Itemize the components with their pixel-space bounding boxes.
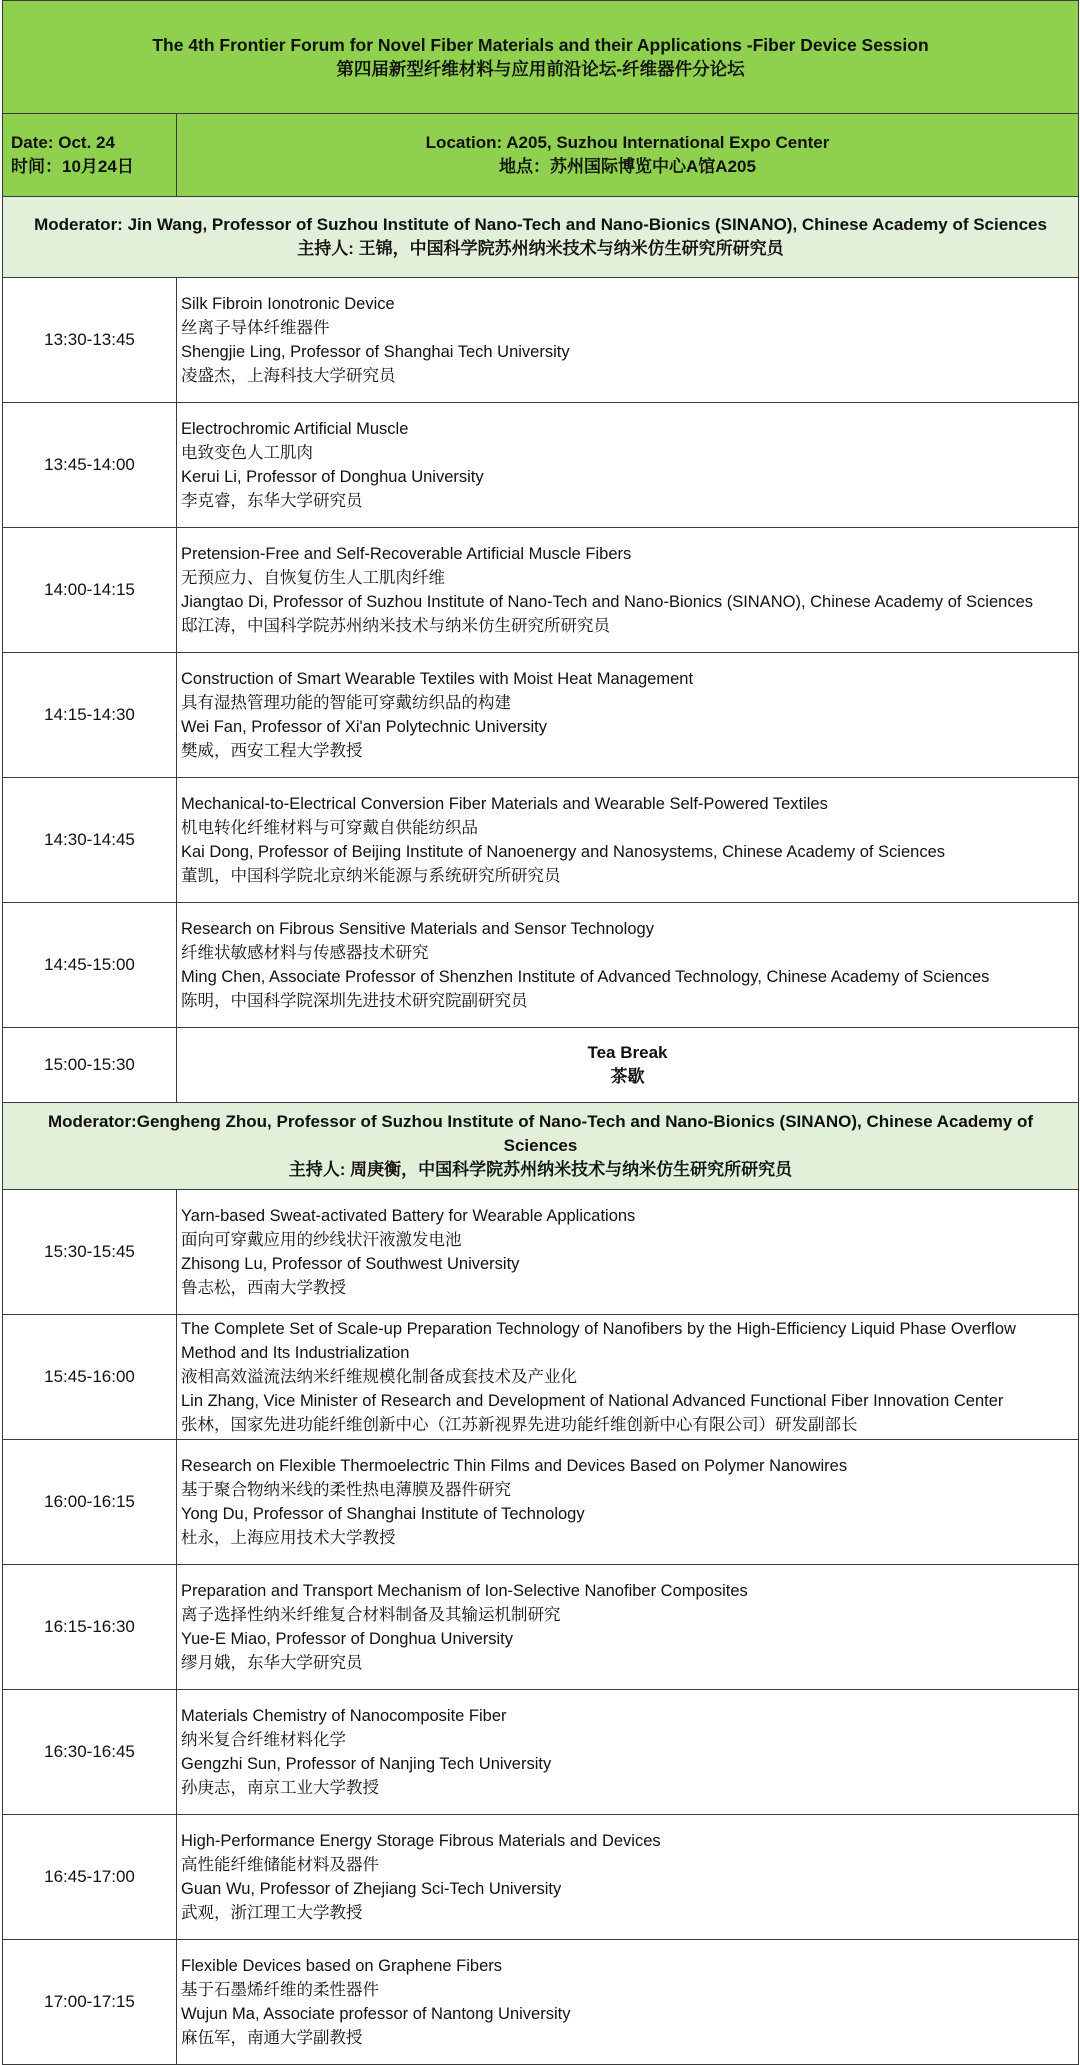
speaker-zh: 李克睿，东华大学研究员	[181, 492, 363, 510]
talk-row	[3, 403, 1079, 528]
speaker-en: Ming Chen, Associate Professor of Shenzhen Institute of Advanced Technology, Chinese Academy of Sciences	[181, 968, 990, 986]
speaker-zh: 杜永，上海应用技术大学教授	[181, 1529, 396, 1547]
talk-details	[177, 1815, 1079, 1940]
talk-time: 16:30-16:45	[3, 1690, 177, 1815]
title-en: The 4th Frontier Forum for Novel Fiber Materials and their Applications -Fiber Device Session	[152, 35, 929, 55]
talk-title-en: Silk Fibroin Ionotronic Device	[181, 295, 395, 313]
speaker-en: Wujun Ma, Associate professor of Nantong University	[181, 2005, 571, 2023]
talk-row	[3, 528, 1079, 653]
moderator-row	[3, 197, 1079, 278]
speaker-en: Jiangtao Di, Professor of Suzhou Institute of Nano-Tech and Nano-Bionics (SINANO), Chinese Academy of Sciences	[181, 593, 1034, 611]
talk-title-en: Mechanical-to-Electrical Conversion Fiber Materials and Wearable Self-Powered Textiles	[181, 795, 828, 813]
location-en: Location: A205, Suzhou International Expo Center	[425, 133, 830, 152]
talk-title-en: High-Performance Energy Storage Fibrous Materials and Devices	[181, 1832, 661, 1850]
speaker-zh: 张林，国家先进功能纤维创新中心（江苏新视界先进功能纤维创新中心有限公司）研发副部长	[181, 1416, 858, 1434]
tea-break-zh: 茶歇	[610, 1067, 645, 1086]
talk-details	[177, 1565, 1079, 1690]
talk-title-zh: 离子选择性纳米纤维复合材料制备及其输运机制研究	[181, 1606, 561, 1624]
talk-title-zh: 具有湿热管理功能的智能可穿戴纺织品的构建	[181, 694, 511, 712]
talk-title-zh: 电致变色人工肌肉	[181, 444, 313, 462]
speaker-zh: 麻伍军，南通大学副教授	[181, 2029, 363, 2047]
speaker-en: Yue-E Miao, Professor of Donghua University	[181, 1630, 513, 1648]
speaker-en: Guan Wu, Professor of Zhejiang Sci-Tech University	[181, 1880, 562, 1898]
date-en: Date: Oct. 24	[11, 133, 115, 152]
agenda-table	[2, 0, 1079, 2065]
moderator-2-en: Moderator:Gengheng Zhou, Professor of Suzhou Institute of Nano-Tech and Nano-Bionics (SINANO), Chinese Academy of Sciences	[47, 1112, 1034, 1155]
title-row	[3, 1, 1079, 114]
talk-details	[177, 903, 1079, 1028]
title-zh: 第四届新型纤维材料与应用前沿论坛-纤维器件分论坛	[336, 59, 745, 79]
talk-time: 14:00-14:15	[3, 528, 177, 653]
moderator-2-zh: 主持人: 周庚衡，中国科学院苏州纳米技术与纳米仿生研究所研究员	[288, 1160, 793, 1179]
speaker-en: Wei Fan, Professor of Xi'an Polytechnic University	[181, 718, 547, 736]
talk-details	[177, 278, 1079, 403]
talk-row	[3, 1940, 1079, 2065]
talk-details	[177, 1190, 1079, 1315]
talk-title-en: The Complete Set of Scale-up Preparation Technology of Nanofibers by the High-Efficiency Liquid Phase Overflow Method and Its Industrialization	[181, 1320, 1016, 1362]
talk-details	[177, 778, 1079, 903]
tea-break-en: Tea Break	[587, 1043, 668, 1062]
talk-row	[3, 1815, 1079, 1940]
speaker-en: Kai Dong, Professor of Beijing Institute of Nanoenergy and Nanosystems, Chinese Academy of Sciences	[181, 843, 945, 861]
speaker-en: Kerui Li, Professor of Donghua University	[181, 468, 484, 486]
talk-row	[3, 278, 1079, 403]
talk-title-en: Materials Chemistry of Nanocomposite Fiber	[181, 1707, 507, 1725]
talk-title-zh: 机电转化纤维材料与可穿戴自供能纺织品	[181, 819, 478, 837]
talk-title-en: Research on Fibrous Sensitive Materials and Sensor Technology	[181, 920, 654, 938]
talk-title-zh: 基于聚合物纳米线的柔性热电薄膜及器件研究	[181, 1481, 511, 1499]
talk-row	[3, 1315, 1079, 1440]
speaker-en: Lin Zhang, Vice Minister of Research and Development of National Advanced Functional Fiber Innovation Center	[181, 1392, 1004, 1410]
forum-title	[3, 1, 1079, 114]
talk-title-zh: 高性能纤维储能材料及器件	[181, 1856, 379, 1874]
location-cell	[177, 114, 1079, 197]
talk-time: 14:30-14:45	[3, 778, 177, 903]
moderator-2	[3, 1103, 1079, 1190]
tea-break-cell	[177, 1028, 1079, 1103]
talk-time: 15:30-15:45	[3, 1190, 177, 1315]
talk-details	[177, 403, 1079, 528]
date-zh: 时间：10月24日	[11, 157, 134, 176]
speaker-zh: 董凯，中国科学院北京纳米能源与系统研究所研究员	[181, 867, 561, 885]
location-zh: 地点：苏州国际博览中心A馆A205	[499, 157, 756, 176]
talk-title-zh: 基于石墨烯纤维的柔性器件	[181, 1981, 379, 1999]
talk-row	[3, 1440, 1079, 1565]
speaker-zh: 缪月娥，东华大学研究员	[181, 1654, 363, 1672]
talk-title-en: Research on Flexible Thermoelectric Thin Films and Devices Based on Polymer Nanowires	[181, 1457, 848, 1475]
speaker-zh: 鲁志松，西南大学教授	[181, 1279, 346, 1297]
session-2	[3, 1190, 1079, 2065]
moderator-1-en: Moderator: Jin Wang, Professor of Suzhou Institute of Nano-Tech and Nano-Bionics (SINANO), Chinese Academy of Sciences	[34, 215, 1047, 234]
talk-row	[3, 1190, 1079, 1315]
talk-time: 14:15-14:30	[3, 653, 177, 778]
talk-time: 16:15-16:30	[3, 1565, 177, 1690]
talk-row	[3, 778, 1079, 903]
speaker-zh: 樊威，西安工程大学教授	[181, 742, 363, 760]
talk-details	[177, 1315, 1079, 1440]
talk-title-en: Electrochromic Artificial Muscle	[181, 420, 409, 438]
tea-break-row	[3, 1028, 1079, 1103]
session-1	[3, 278, 1079, 1028]
tea-break-time: 15:00-15:30	[3, 1028, 177, 1103]
talk-row	[3, 1565, 1079, 1690]
talk-time: 16:45-17:00	[3, 1815, 177, 1940]
talk-title-zh: 无预应力、自恢复仿生人工肌肉纤维	[181, 569, 445, 587]
talk-time: 13:45-14:00	[3, 403, 177, 528]
talk-title-en: Pretension-Free and Self-Recoverable Artificial Muscle Fibers	[181, 545, 632, 563]
speaker-en: Yong Du, Professor of Shanghai Institute of Technology	[181, 1505, 585, 1523]
talk-details	[177, 1440, 1079, 1565]
talk-time: 14:45-15:00	[3, 903, 177, 1028]
talk-title-zh: 面向可穿戴应用的纱线状汗液激发电池	[181, 1231, 462, 1249]
talk-title-en: Flexible Devices based on Graphene Fibers	[181, 1957, 503, 1975]
talk-details	[177, 1690, 1079, 1815]
talk-details	[177, 653, 1079, 778]
talk-row	[3, 1690, 1079, 1815]
speaker-en: Zhisong Lu, Professor of Southwest University	[181, 1255, 520, 1273]
talk-title-zh: 丝离子导体纤维器件	[181, 319, 330, 337]
speaker-zh: 凌盛杰，上海科技大学研究员	[181, 367, 396, 385]
talk-title-zh: 纤维状敏感材料与传感器技术研究	[181, 944, 429, 962]
talk-title-en: Preparation and Transport Mechanism of Ion-Selective Nanofiber Composites	[181, 1582, 748, 1600]
talk-title-zh: 液相高效溢流法纳米纤维规模化制备成套技术及产业化	[181, 1368, 577, 1386]
talk-title-en: Yarn-based Sweat-activated Battery for Wearable Applications	[181, 1207, 636, 1225]
moderator-1	[3, 197, 1079, 278]
moderator-1-zh: 主持人: 王锦，中国科学院苏州纳米技术与纳米仿生研究所研究员	[297, 239, 784, 258]
speaker-en: Shengjie Ling, Professor of Shanghai Tech University	[181, 343, 570, 361]
talk-details	[177, 528, 1079, 653]
info-row	[3, 114, 1079, 197]
talk-row	[3, 903, 1079, 1028]
talk-details	[177, 1940, 1079, 2065]
talk-time: 15:45-16:00	[3, 1315, 177, 1440]
talk-row	[3, 653, 1079, 778]
moderator-row	[3, 1103, 1079, 1190]
speaker-zh: 孙庚志，南京工业大学教授	[181, 1779, 379, 1797]
talk-time: 17:00-17:15	[3, 1940, 177, 2065]
talk-title-zh: 纳米复合纤维材料化学	[181, 1731, 346, 1749]
speaker-en: Gengzhi Sun, Professor of Nanjing Tech University	[181, 1755, 552, 1773]
speaker-zh: 武观，浙江理工大学教授	[181, 1904, 363, 1922]
talk-title-en: Construction of Smart Wearable Textiles with Moist Heat Management	[181, 670, 694, 688]
talk-time: 13:30-13:45	[3, 278, 177, 403]
date-cell	[3, 114, 177, 197]
speaker-zh: 陈明，中国科学院深圳先进技术研究院副研究员	[181, 992, 528, 1010]
speaker-zh: 邸江涛，中国科学院苏州纳米技术与纳米仿生研究所研究员	[181, 617, 610, 635]
talk-time: 16:00-16:15	[3, 1440, 177, 1565]
